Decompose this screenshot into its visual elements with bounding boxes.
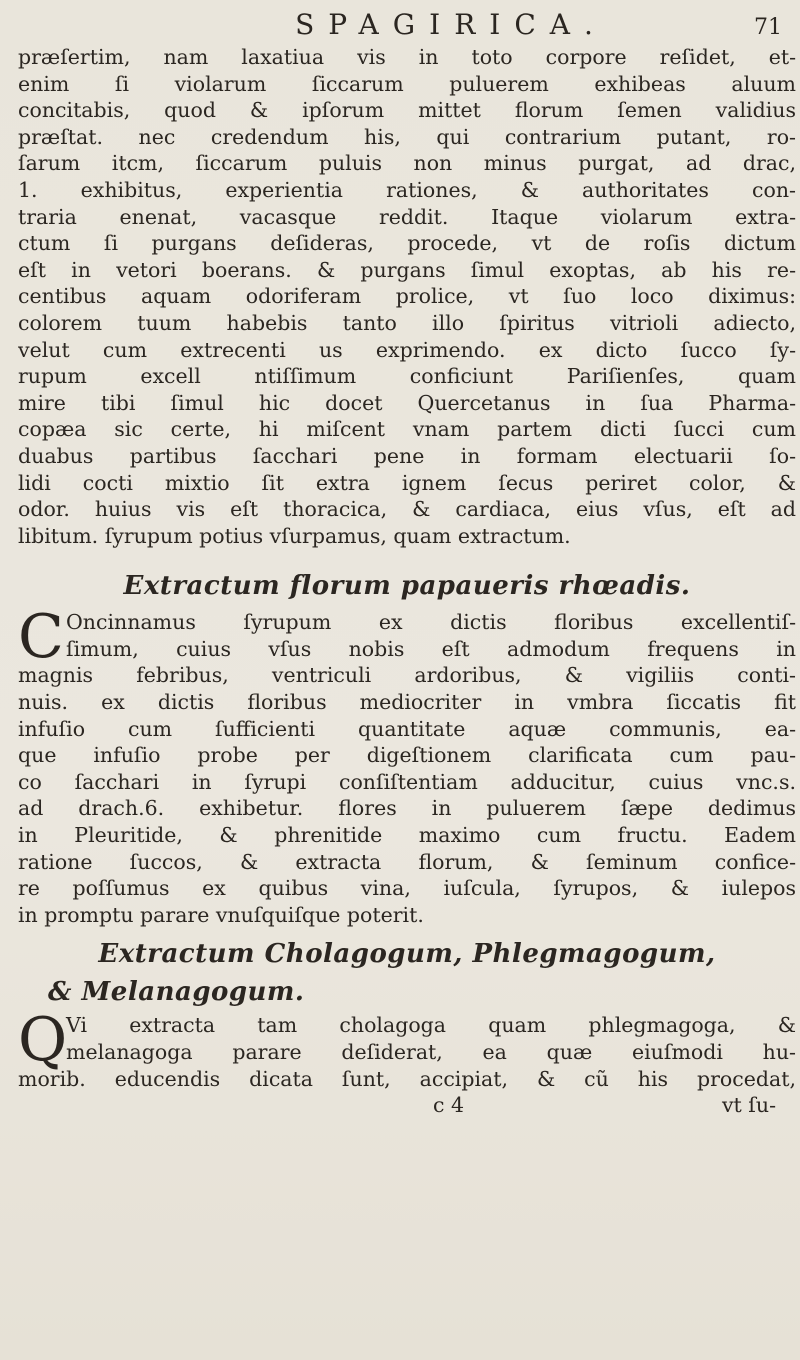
text-line: odor. huius vis eſt thoracica, & cardiaca, eius vſus, eſt ad xyxy=(18,497,796,522)
text-line: ſarum itcm, ſiccarum puluis non minus purgat, ad drac, xyxy=(18,151,796,176)
text-line: eſt in vetori boerans. & purgans ſimul exoptas, ab his re- xyxy=(18,257,796,282)
text-line: lidi cocti mixtio ſit extra ignem ſecus periret color, & xyxy=(18,470,796,495)
text-line: præſtat. nec credendum his, qui contrarium putant, ro- xyxy=(18,124,796,149)
text-line: infuſio cum ſufficienti quantitate aquæ communis, ea- xyxy=(18,716,796,741)
signature-mark: c 4 xyxy=(433,1093,465,1118)
text-line: duabus partibus ſacchari pene in formam electuarii ſo- xyxy=(18,443,796,468)
text-line: que infuſio probe per digeſtionem clarificata cum pau- xyxy=(18,743,796,768)
text-line: in Pleuritide, & phrenitide maximo cum fructu. Eadem xyxy=(18,823,796,848)
drop-cap: C xyxy=(18,602,64,673)
text-line: copæa sic certe, hi miſcent vnam partem dicti ſucci cum xyxy=(18,417,796,442)
page-number: 71 xyxy=(754,15,782,40)
running-head xyxy=(170,8,782,48)
text-line: magnis febribus, ventriculi ardoribus, & vigiliis conti- xyxy=(18,663,796,688)
text-line: ratione ſuccos, & extracta florum, & ſeminum confice- xyxy=(18,849,796,874)
text-line: morib. educendis dicata ſunt, accipiat, & cũ his procedat, xyxy=(18,1066,796,1091)
text-line: in promptu parare vnuſquiſque poterit. xyxy=(18,902,424,927)
text-line: præſertim, nam laxatiua vis in toto corpore reſidet, et- xyxy=(18,45,796,69)
text-line: re poſſumus ex quibus vina, iuſcula, ſyrupos, & iulepos xyxy=(18,876,796,901)
paragraph-cholagogue-extract xyxy=(18,1005,796,1092)
text-line: velut cum extrecenti us exprimendo. ex dicto ſucco ſy- xyxy=(18,337,796,362)
drop-cap: Q xyxy=(18,1005,68,1076)
text-line: co ſacchari in ſyrupi conſiſtentiam adducitur, cuius vnc.s. xyxy=(18,769,796,794)
section-heading: Extractum Cholagogum, Phlegmagogum, xyxy=(98,939,716,970)
text-line: Oncinnamus ſyrupum ex dictis floribus excellentiſ- xyxy=(66,610,796,635)
paragraph-poppy-extract xyxy=(18,602,796,928)
text-line: centibus aquam odoriferam prolice, vt ſuo loco diximus: xyxy=(18,284,796,309)
text-line: concitabis, quod & ipſorum mittet florum ſemen validius xyxy=(18,98,796,123)
text-line: libitum. ſyrupum potius vſurpamus, quam extractum. xyxy=(18,523,571,548)
text-line: Vi extracta tam cholagoga quam phlegmagoga, & xyxy=(66,1013,796,1038)
footer-line xyxy=(18,1092,796,1119)
catchword: vt ſu- xyxy=(721,1093,776,1118)
text-line: ctum ſi purgans deſideras, procede, vt de roſis dictum xyxy=(18,231,796,256)
paragraph-syrup-of-violets xyxy=(18,44,796,549)
text-line: ad drach.6. exhibetur. flores in puluerem ſæpe dedimus xyxy=(18,796,796,821)
section-heading: Extractum florum papaueris rhœadis. xyxy=(123,571,691,602)
text-line: colorem tuum habebis tanto illo ſpiritus vitrioli adiecto, xyxy=(18,310,796,335)
text-line: melanagoga parare deſiderat, ea quæ eiuſmodi hu- xyxy=(66,1040,796,1064)
text-line: enim ſi violarum ſiccarum puluerem exhibeas aluum xyxy=(18,71,796,96)
text-line: traria enenat, vacasque reddit. Itaque violarum extra- xyxy=(18,204,796,229)
running-title: SPAGIRICA. xyxy=(295,8,607,41)
text-line: rupum excell ntiſſimum conficiunt Pariſienſes, quam xyxy=(18,364,796,389)
text-line: 1. exhibitus, experientia rationes, & authoritates con- xyxy=(18,177,796,202)
section-heading-continued: & Melanagogum. xyxy=(48,977,305,1008)
text-line: mire tibi ſimul hic docet Quercetanus in ſua Pharma- xyxy=(18,390,796,415)
text-block xyxy=(18,44,796,1119)
text-line: ſimum, cuius vſus nobis eſt admodum frequens in xyxy=(66,636,796,661)
text-line: nuis. ex dictis floribus mediocriter in vmbra ſiccatis fit xyxy=(18,690,796,715)
